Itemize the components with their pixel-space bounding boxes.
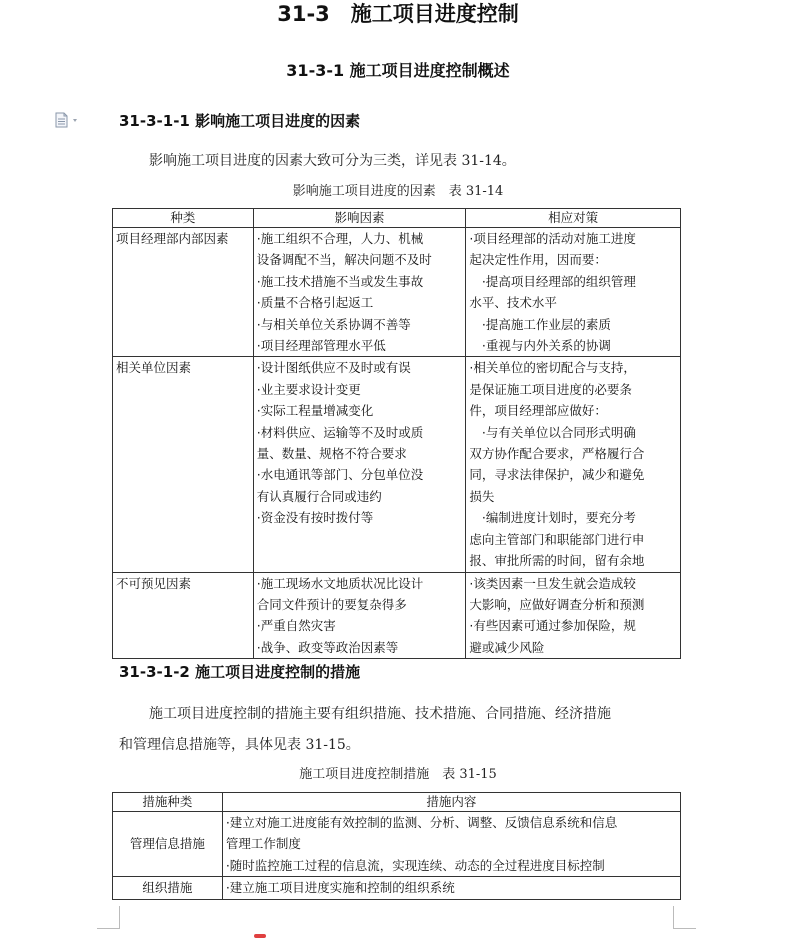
cell-line: ·设计图纸供应不及时或有误	[256, 360, 411, 376]
cell-measures	[466, 572, 681, 659]
table-31-15-caption: 施工项目进度控制措施 表 31-15	[299, 767, 497, 782]
cell-line: 大影响，应做好调查分析和预测	[469, 596, 645, 612]
cell-line: ·与有关单位以合同形式明确	[469, 424, 636, 440]
section-1-heading: 31-3-1-1 影响施工项目进度的因素	[119, 112, 361, 130]
column-header-type: 种类	[113, 209, 254, 228]
cell-line: ·战争、政变等政治因素等	[256, 639, 399, 655]
cell-line: ·材料供应、运输等不及时或质	[256, 424, 424, 440]
cell-line: ·施工技术措施不当或发生事故	[256, 273, 424, 289]
cell-line: ·建立施工项目进度实施和控制的组织系统	[225, 880, 455, 896]
cursor-mark	[254, 934, 266, 938]
column-header-measures: 相应对策	[466, 209, 681, 228]
column-header-measure-type: 措施种类	[113, 793, 223, 812]
table-row	[113, 228, 681, 357]
table-row	[113, 877, 681, 899]
cell-line: ·建立对施工进度能有效控制的监测、分析、调整、反馈信息系统和信息	[225, 815, 618, 830]
cell-line: 设备调配不当，解决问题不及时	[256, 252, 432, 268]
page-corner-mark-left	[97, 906, 120, 929]
cell-line: ·该类因素一旦发生就会造成较	[469, 575, 636, 591]
section-1-intro: 影响施工项目进度的因素大致可分为三类，详见表 31-14。	[149, 153, 516, 169]
heading-1: 31-3 施工项目进度控制	[277, 2, 519, 26]
page-corner-mark-right	[673, 906, 696, 929]
cell-factors	[253, 357, 466, 572]
cell-measures	[466, 357, 681, 572]
cell-line: 管理工作制度	[225, 836, 301, 852]
cell-line: ·提高项目经理部的组织管理	[469, 273, 636, 289]
cell-line: 是保证施工项目进度的必要条	[469, 381, 632, 397]
cell-line: ·实际工程量增减变化	[256, 403, 374, 419]
cell-line: 有认真履行合同或违约	[256, 488, 382, 504]
heading-2: 31-3-1 施工项目进度控制概述	[286, 61, 510, 80]
cell-line: ·水电通讯等部门、分包单位没	[256, 467, 424, 483]
cell-measure-type: 管理信息措施	[113, 812, 223, 877]
cell-line: ·施工现场水文地质状况比设计	[256, 575, 424, 591]
table-31-14-caption: 影响施工项目进度的因素 表 31-14	[292, 184, 504, 199]
cell-type: 不可预见因素	[113, 572, 254, 659]
section-2-intro-line-2: 和管理信息措施等，具体见表 31-15。	[119, 737, 360, 753]
cell-line: 量、数量、规格不符合要求	[256, 446, 407, 462]
column-header-factors: 影响因素	[253, 209, 466, 228]
section-2-intro-line-1: 施工项目进度控制的措施主要有组织措施、技术措施、合同措施、经济措施	[149, 706, 611, 722]
table-31-15	[112, 792, 681, 900]
cell-line: 水平、技术水平	[469, 295, 557, 311]
cell-line: ·业主要求设计变更	[256, 381, 361, 397]
cell-line: 虑向主管部门和职能部门进行申	[469, 531, 645, 547]
cell-line: 报、审批所需的时间，留有余地	[469, 553, 645, 569]
section-2-heading: 31-3-1-2 施工项目进度控制的措施	[119, 663, 361, 681]
column-header-measure-content: 措施内容	[222, 793, 680, 812]
cell-factors	[253, 228, 466, 357]
cell-line: 损失	[469, 488, 495, 504]
cell-line: ·有些因素可通过参加保险，规	[469, 618, 636, 634]
cell-line: ·编制进度计划时，要充分考	[469, 510, 636, 526]
cell-line: ·重视与内外关系的协调	[469, 338, 611, 354]
table-row	[113, 357, 681, 572]
cell-line: ·相关单位的密切配合与支持，	[469, 360, 636, 376]
cell-line: ·项目经理部的活动对施工进度	[469, 231, 636, 246]
cell-line: ·随时监控施工过程的信息流，实现连续、动态的全过程进度目标控制	[225, 857, 605, 873]
table-row	[113, 572, 681, 659]
cell-line: 合同文件预计的要复杂得多	[256, 596, 407, 612]
table-row	[113, 812, 681, 877]
cell-line: ·质量不合格引起返工	[256, 295, 374, 311]
cell-type: 项目经理部内部因素	[113, 228, 254, 357]
cell-line: 双方协作配合要求，严格履行合	[469, 446, 645, 462]
cell-line: 件，项目经理部应做好：	[469, 403, 607, 419]
cell-line: ·严重自然灾害	[256, 618, 336, 634]
cell-measure-type: 组织措施	[113, 877, 223, 899]
cell-type: 相关单位因素	[113, 357, 254, 572]
document-outline-icon[interactable]	[54, 112, 82, 128]
cell-line: ·项目经理部管理水平低	[256, 338, 386, 354]
cell-factors	[253, 572, 466, 659]
cell-line: ·资金没有按时拨付等	[256, 510, 374, 526]
cell-line: ·施工组织不合理，人力、机械	[256, 231, 424, 246]
cell-measure-content	[222, 812, 680, 877]
cell-line: ·与相关单位关系协调不善等	[256, 316, 411, 332]
cell-line: 同，寻求法律保护，减少和避免	[469, 467, 645, 483]
cell-measures	[466, 228, 681, 357]
cell-line: 避或减少风险	[469, 639, 545, 655]
cell-line: ·提高施工作业层的素质	[469, 316, 611, 332]
cell-line: 起决定性作用，因而要：	[469, 252, 607, 268]
cell-measure-content	[222, 877, 680, 899]
table-31-14	[112, 208, 681, 659]
